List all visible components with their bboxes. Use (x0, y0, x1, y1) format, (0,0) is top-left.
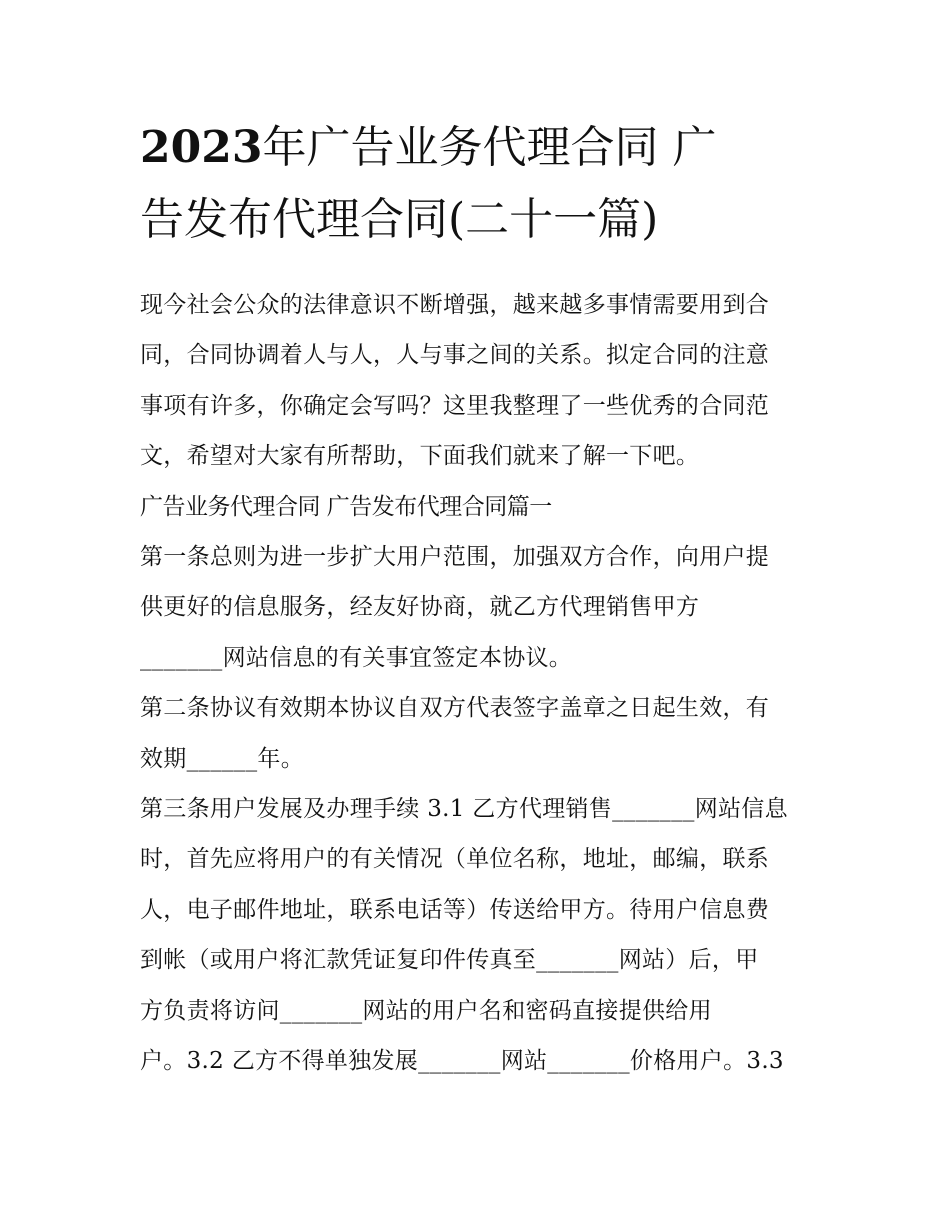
article-2-line: 第二条协议有效期本协议自双方代表签字盖章之日起生效，有 (140, 695, 770, 722)
intro-paragraph (140, 280, 820, 482)
document-body (140, 280, 820, 1087)
title-year: 2023 (140, 122, 263, 173)
document-title (140, 112, 820, 256)
article-3-line: 时，首先应将用户的有关情况（单位名称，地址，邮编，联系 (140, 846, 770, 873)
article-2-paragraph (140, 683, 820, 784)
section-heading-text: 广告业务代理合同 广告发布代理合同篇一 (140, 493, 552, 520)
intro-line: 事项有许多，你确定会写吗？这里我整理了一些优秀的合同范 (140, 392, 770, 419)
intro-line: 现今社会公众的法律意识不断增强，越来越多事情需要用到合 (140, 292, 770, 318)
section-heading (140, 482, 820, 532)
article-1-line: 第一条总则为进一步扩大用户范围，加强双方合作，向用户提 (140, 544, 770, 571)
article-2-line: 效期______年。 (140, 745, 304, 772)
article-3-line: 第三条用户发展及办理手续 3.1 乙方代理销售_______网站信息 (140, 796, 788, 823)
article-1-line: 供更好的信息服务，经友好协商，就乙方代理销售甲方 (140, 594, 700, 621)
article-3-paragraph (140, 784, 820, 1086)
title-line-1-rest: 年广告业务代理合同 广 (262, 122, 717, 173)
title-line-1 (140, 112, 820, 184)
article-1-paragraph (140, 532, 820, 683)
title-line-2: 告发布代理合同(二十一篇) (140, 194, 659, 245)
article-3-line: 方负责将访问_______网站的用户名和密码直接提供给用 (140, 997, 712, 1024)
intro-line: 文，希望对大家有所帮助，下面我们就来了解一下吧。 (140, 443, 700, 470)
intro-line: 同，合同协调着人与人，人与事之间的关系。拟定合同的注意 (140, 342, 770, 369)
article-3-line: 到帐（或用户将汇款凭证复印件传真至_______网站）后，甲 (140, 947, 759, 974)
article-3-line: 人，电子邮件地址，联系电话等）传送给甲方。待用户信息费 (140, 896, 770, 923)
article-1-line: _______网站信息的有关事宜签定本协议。 (140, 644, 573, 671)
article-3-line: 户。3.2 乙方不得单独发展_______网站_______价格用户。3.3 (140, 1048, 784, 1075)
